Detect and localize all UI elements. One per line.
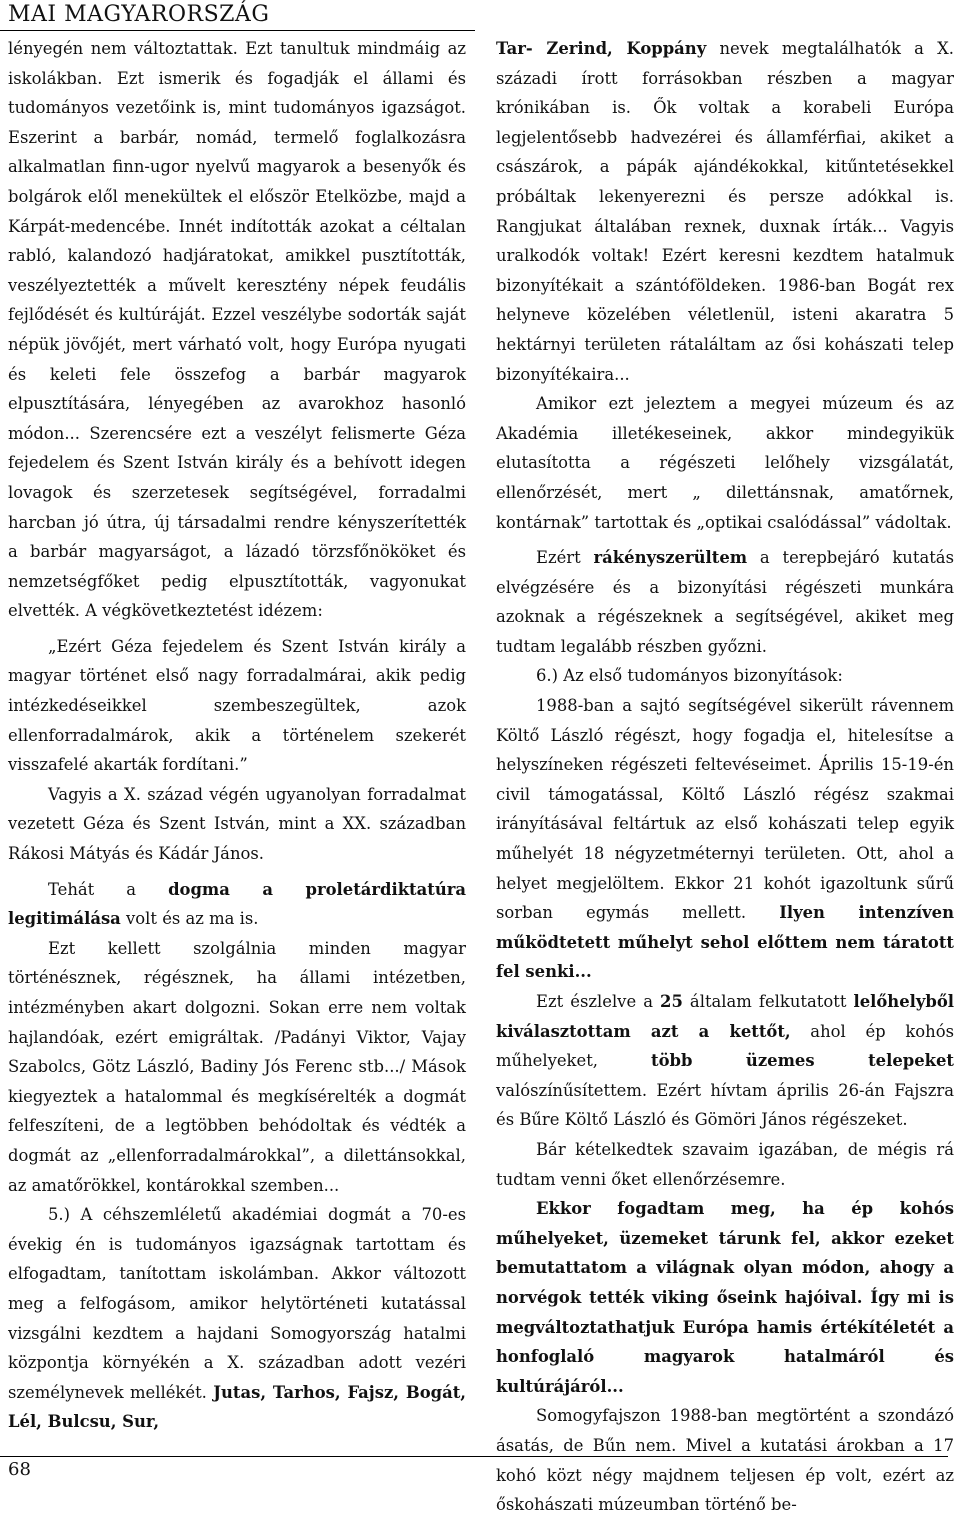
left-paragraph-5: Ezt kellett szolgálnia minden magyar történésznek, régésznek, ha állami intézetben, intézményben akart dolgozni. Sokan erre nem voltak hajlandóak, ezért emigráltak. /Padányi Viktor, Vajay Szabolcs, Götz László, Badiny Jós Ferenc stb.../ Mások kiegyeztek a hatalommal és megkísérelték a dogmát felfeszíteni, de a legtöbben behódoltak és védték a dogmát az „ellenforradalmárokkal”, a dilettánsokkal, az amatőrökkel, kontárokkal szemben... xyxy=(8,938,466,1195)
left-paragraph-6 xyxy=(8,1200,466,1437)
bold-run: Jutas, Tarhos, Fajsz, Bogát, Lél, Bulcsu, Sur, xyxy=(8,1382,466,1432)
bold-run: Ilyen intenzíven működtetett műhelyt sehol előttem nem táratott fel senki... xyxy=(496,903,954,982)
right-paragraph-6 xyxy=(496,987,954,1135)
text-run: a terepbejáró kutatás elvégzésére és a bizonyítási régészeti munkára azoknak a régészeknek a segítségével, akiket meg tudtam legalább részben győzni. xyxy=(496,548,954,656)
right-column xyxy=(496,34,954,1520)
text-run: Tehát a xyxy=(48,879,169,899)
bold-run: Ekkor fogadtam meg, ha ép kohós műhelyeket, üzemeket tárunk fel, akkor ezeket bemutattatom a világnak olyan módon, ahogy a norvégok tették viking őseink hajóival. Így mi is megváltoztathatjuk Európa hamis értékítéletét a honfoglaló magyarok hatalmáról és kultúrájáról... xyxy=(496,1199,954,1396)
bold-run: több üzemes telepeket xyxy=(651,1051,954,1071)
text-run: 1988-ban a sajtó segítségével sikerült rávennem Költő László régészt, hogy fogadja el, hitelesítse a helyszíneken régészeti feltevéseimet. Április 15-19-én civil támogatással, Költő László régész szakmai irányításával feltártuk az első kohászati telep egyik műhelyét 18 négyzetméternyi területen. Ott, ahol a helyet megjelöltem. Ekkor 21 kohót igazoltunk sűrű sorban egymás mellett. xyxy=(496,696,954,923)
right-section-heading: 6.) Az első tudományos bizonyítások: xyxy=(536,666,843,686)
right-paragraph-1 xyxy=(496,34,954,389)
right-paragraph-2: Amikor ezt jeleztem a megyei múzeum és az Akadémia illetékeseinek, akkor mindegyikük elutasította a régészeti lelőhely vizsgálatát, ellenőrzését, mert „ dilettánsnak, amatőrnek, kontárnak” tartottak és „optikai csalódással” vádoltak. xyxy=(496,394,954,532)
right-paragraph-3 xyxy=(496,543,954,661)
text-run: ahol ép kohós műhelyeket, xyxy=(496,1021,954,1071)
left-quote-paragraph: „Ezért Géza fejedelem és Szent István király a magyar történet első nagy forradalmárai, akik pedig intézkedéseikkel szembeszegültek, azok ellenforradalmárok, akik a történelem szekerét visszafelé akarták fordítani.” xyxy=(8,636,466,775)
bold-run: dogma a proletárdiktatúra legitimálása xyxy=(8,879,466,929)
header-rule xyxy=(0,30,475,31)
text-run: általam felkutatott xyxy=(682,992,854,1011)
text-run: nevek megtalálhatók a X. századi írott forrásokban részben a magyar krónikában is. Ők voltak a korabeli Európa legjelentősebb hadvezérei és államférfiai, akiket a császárok, a pápák ajándékokkal, kitűntetésekkel próbáltak lekenyerezni és persze adókkal is. Rangjukat általában rexnek, duxnak írták... Vagyis uralkodók voltak! Ezért keresni kezdtem hatalmuk bizonyítékait a szántóföldeken. 1986-ban Bogát rex helyneve közelében véletlenül, isteni akaratra 5 hektárnyi területen rátaláltam az ősi kohászati telep bizonyítékaira... xyxy=(496,39,954,384)
right-paragraph-8 xyxy=(496,1194,954,1401)
page-number: 68 xyxy=(8,1459,31,1480)
text-run: valószínűsítettem. Ezért hívtam április 26-án Fajszra és Bűre Költő László és Gömöri János régészeket. xyxy=(496,1080,954,1130)
text-run: Ezt észlelve a xyxy=(536,992,661,1011)
left-paragraph-4 xyxy=(8,875,466,934)
page-header-title: MAI MAGYARORSZÁG xyxy=(8,2,270,27)
bold-run: 25 xyxy=(660,992,683,1011)
left-paragraph-3: Vagyis a X. század végén ugyanolyan forradalmat vezetett Géza és Szent István, mint a XX. században Rákosi Mátyás és Kádár János. xyxy=(8,784,466,864)
text-run: volt és az ma is. xyxy=(120,909,259,929)
text-run: Ezért xyxy=(536,548,594,568)
text-run: 5.) A céhszemléletű akadémiai dogmát a 70-es évekig én is tudományos igazságnak tartottam és elfogadtam, tanítottam iskolámban. Akkor változott meg a felfogásom, amikor helytörténeti kutatással vizsgálni kezdtem a hajdani Somogyország hatalmi központja környékén a X. században adott vezéri személynevek mellékét. xyxy=(8,1205,466,1402)
left-paragraph-1: lényegén nem változtattak. Ezt tanultuk mindmáig az iskolákban. Ezt ismerik és fogadják el állami és tudományos vezetőink is, mint tudományos igazságot. Eszerint a barbár, nomád, termelő foglalkozásra alkalmatlan finn-ugor nyelvű magyarok a besenyők és bolgárok elől menekültek el először Etelközbe, majd a Kárpát-medencébe. Innét indították azokat a céltalan rabló, kalandozó hadjáratokat, amikkel pusztították, veszélyeztették a művelt keresztény népek feudális fejlődését és kultúráját. Ezzel veszélybe sodorták saját népük jövőjét, mert várható volt, hogy Európa nyugati és keleti fele összefog a barbár magyarok elpusztítására, lényegében az avarokhoz hasonló módon... Szerencsére ezt a veszélyt felismerte Géza fejedelem és Szent István király és a behívott idegen lovagok és szerzetesek segítségével, forradalmi harcban jó útra, új társadalmi rendre kényszerítették a barbár magyarságot, a lázadó törzsfőnököket és nemzetségfőket pedig elpusztították, vagyonukat elvették. A végkövetkeztetést idézem: xyxy=(8,39,466,621)
footer-rule xyxy=(0,1456,948,1457)
bold-run: Tar- Zerind, Koppány xyxy=(496,39,707,58)
bold-run: lelőhelyből kiválasztottam azt a kettőt, xyxy=(496,992,954,1041)
right-paragraph-5 xyxy=(496,691,954,987)
right-paragraph-9: Somogyfajszon 1988-ban megtörtént a szondázó ásatás, de Bűn nem. Mivel a kutatási árokban a 17 kohó közt négy majdnem teljesen ép volt, ezért az őskohászati múzeumban történő be- xyxy=(496,1406,954,1515)
right-paragraph-7: Bár kételkedtek szavaim igazában, de mégis rá tudtam venni őket ellenőrzésemre. xyxy=(496,1139,954,1189)
left-column xyxy=(8,34,466,1437)
bold-run: rákényszerültem xyxy=(593,548,748,568)
